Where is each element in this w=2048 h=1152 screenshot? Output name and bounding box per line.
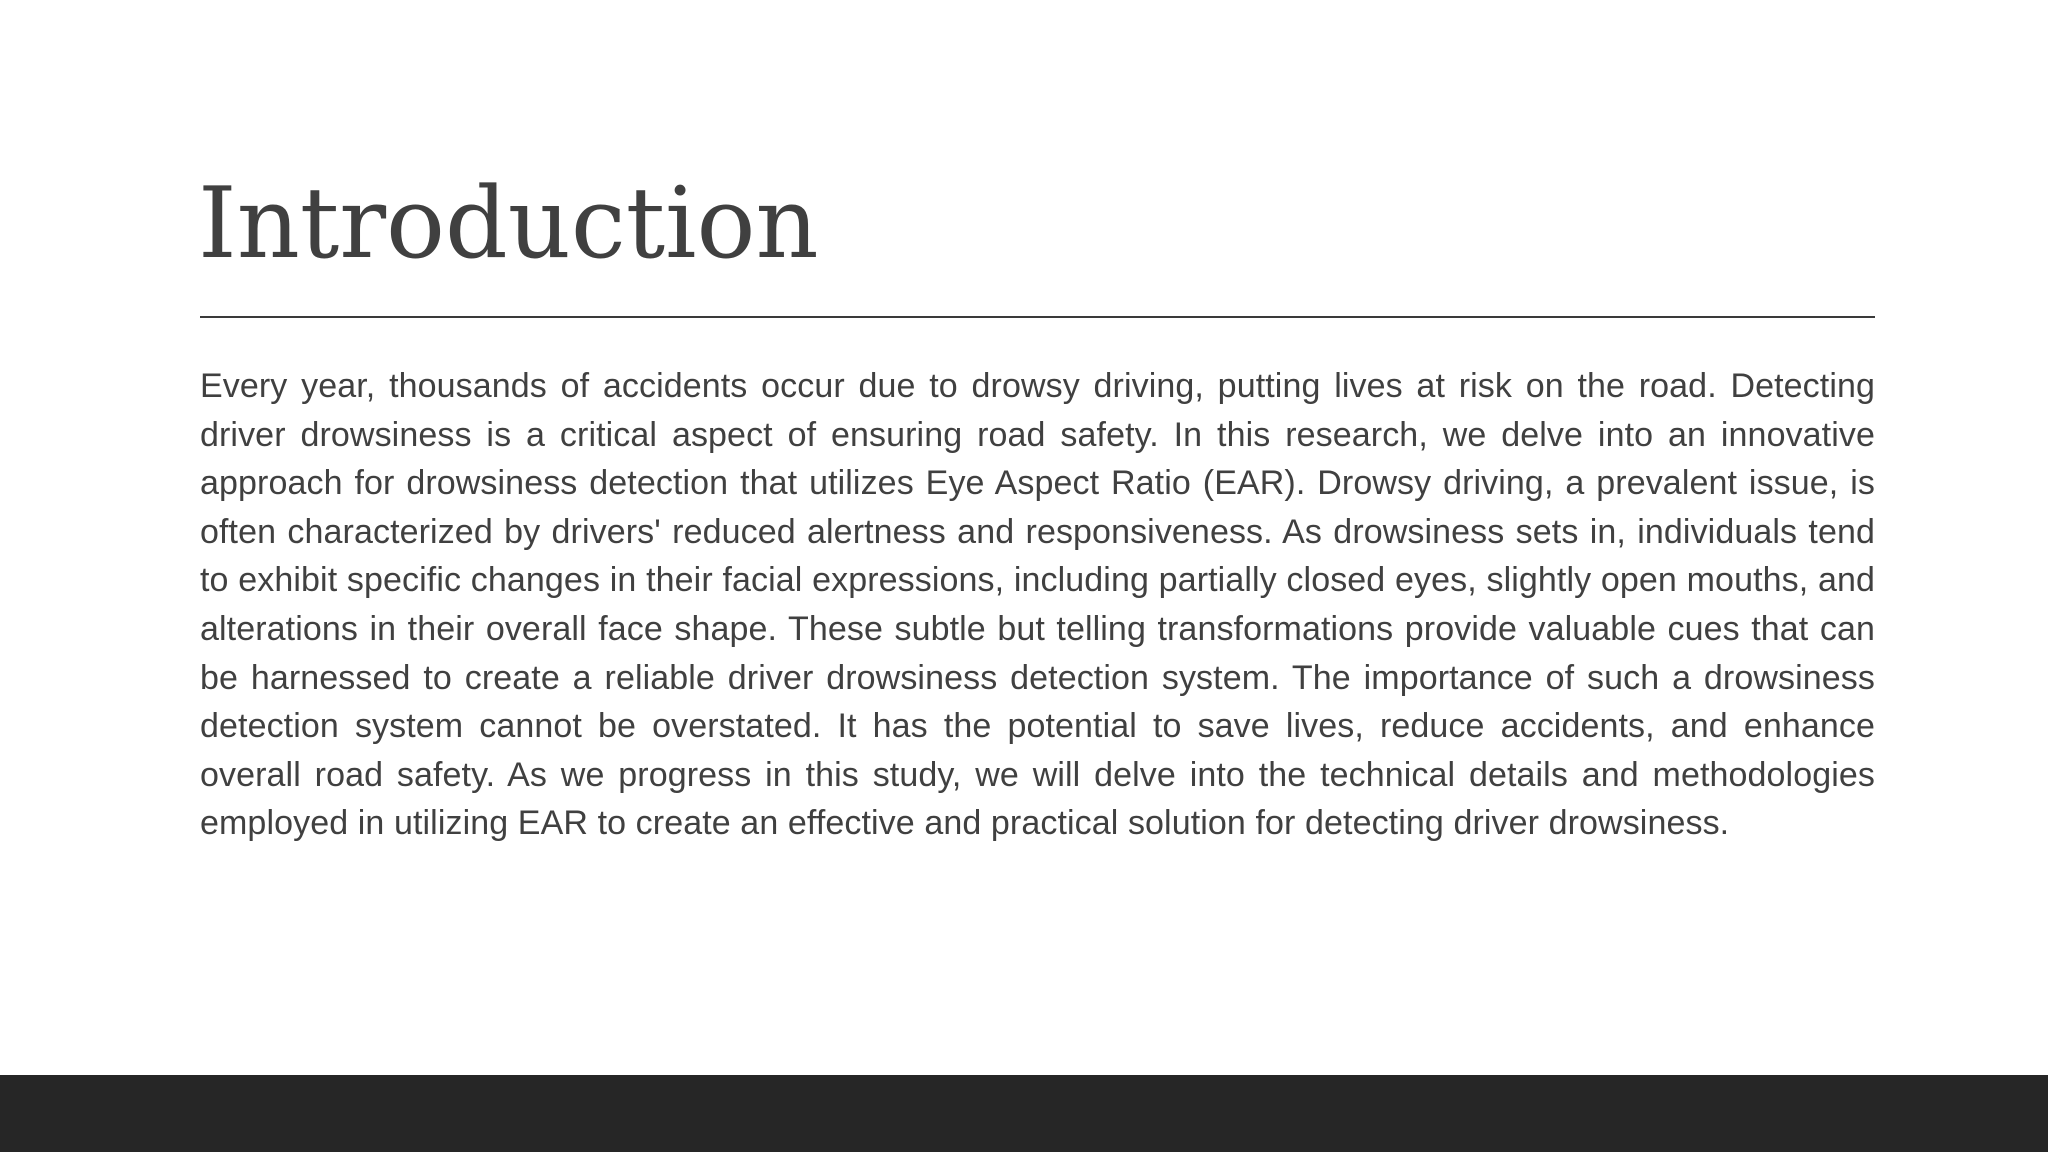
title-divider: [200, 316, 1875, 318]
footer-bar: [0, 1075, 2048, 1152]
slide-body-text: Every year, thousands of accidents occur due to drowsy driving, putting lives at risk on the road. Detecting driver drowsiness is a critical aspect of ensuring road safety. In this research, we delve into an innovative approach for drowsiness detection that utilizes Eye Aspect Ratio (EAR). Drowsy driving, a prevalent issue, is often characterized by drivers' reduced alertness and responsiveness. As drowsiness sets in, individuals tend to exhibit specific changes in their facial expressions, including partially closed eyes, slightly open mouths, and alterations in their overall face shape. These subtle but telling transformations provide valuable cues that can be harnessed to create a reliable driver drowsiness detection system. The importance of such a drowsiness detection system cannot be overstated. It has the potential to save lives, reduce accidents, and enhance overall road safety. As we progress in this study, we will delve into the technical details and methodologies employed in utilizing EAR to create an effective and practical solution for detecting driver drowsiness.: [200, 367, 1875, 843]
slide-title: Introduction: [198, 167, 819, 281]
